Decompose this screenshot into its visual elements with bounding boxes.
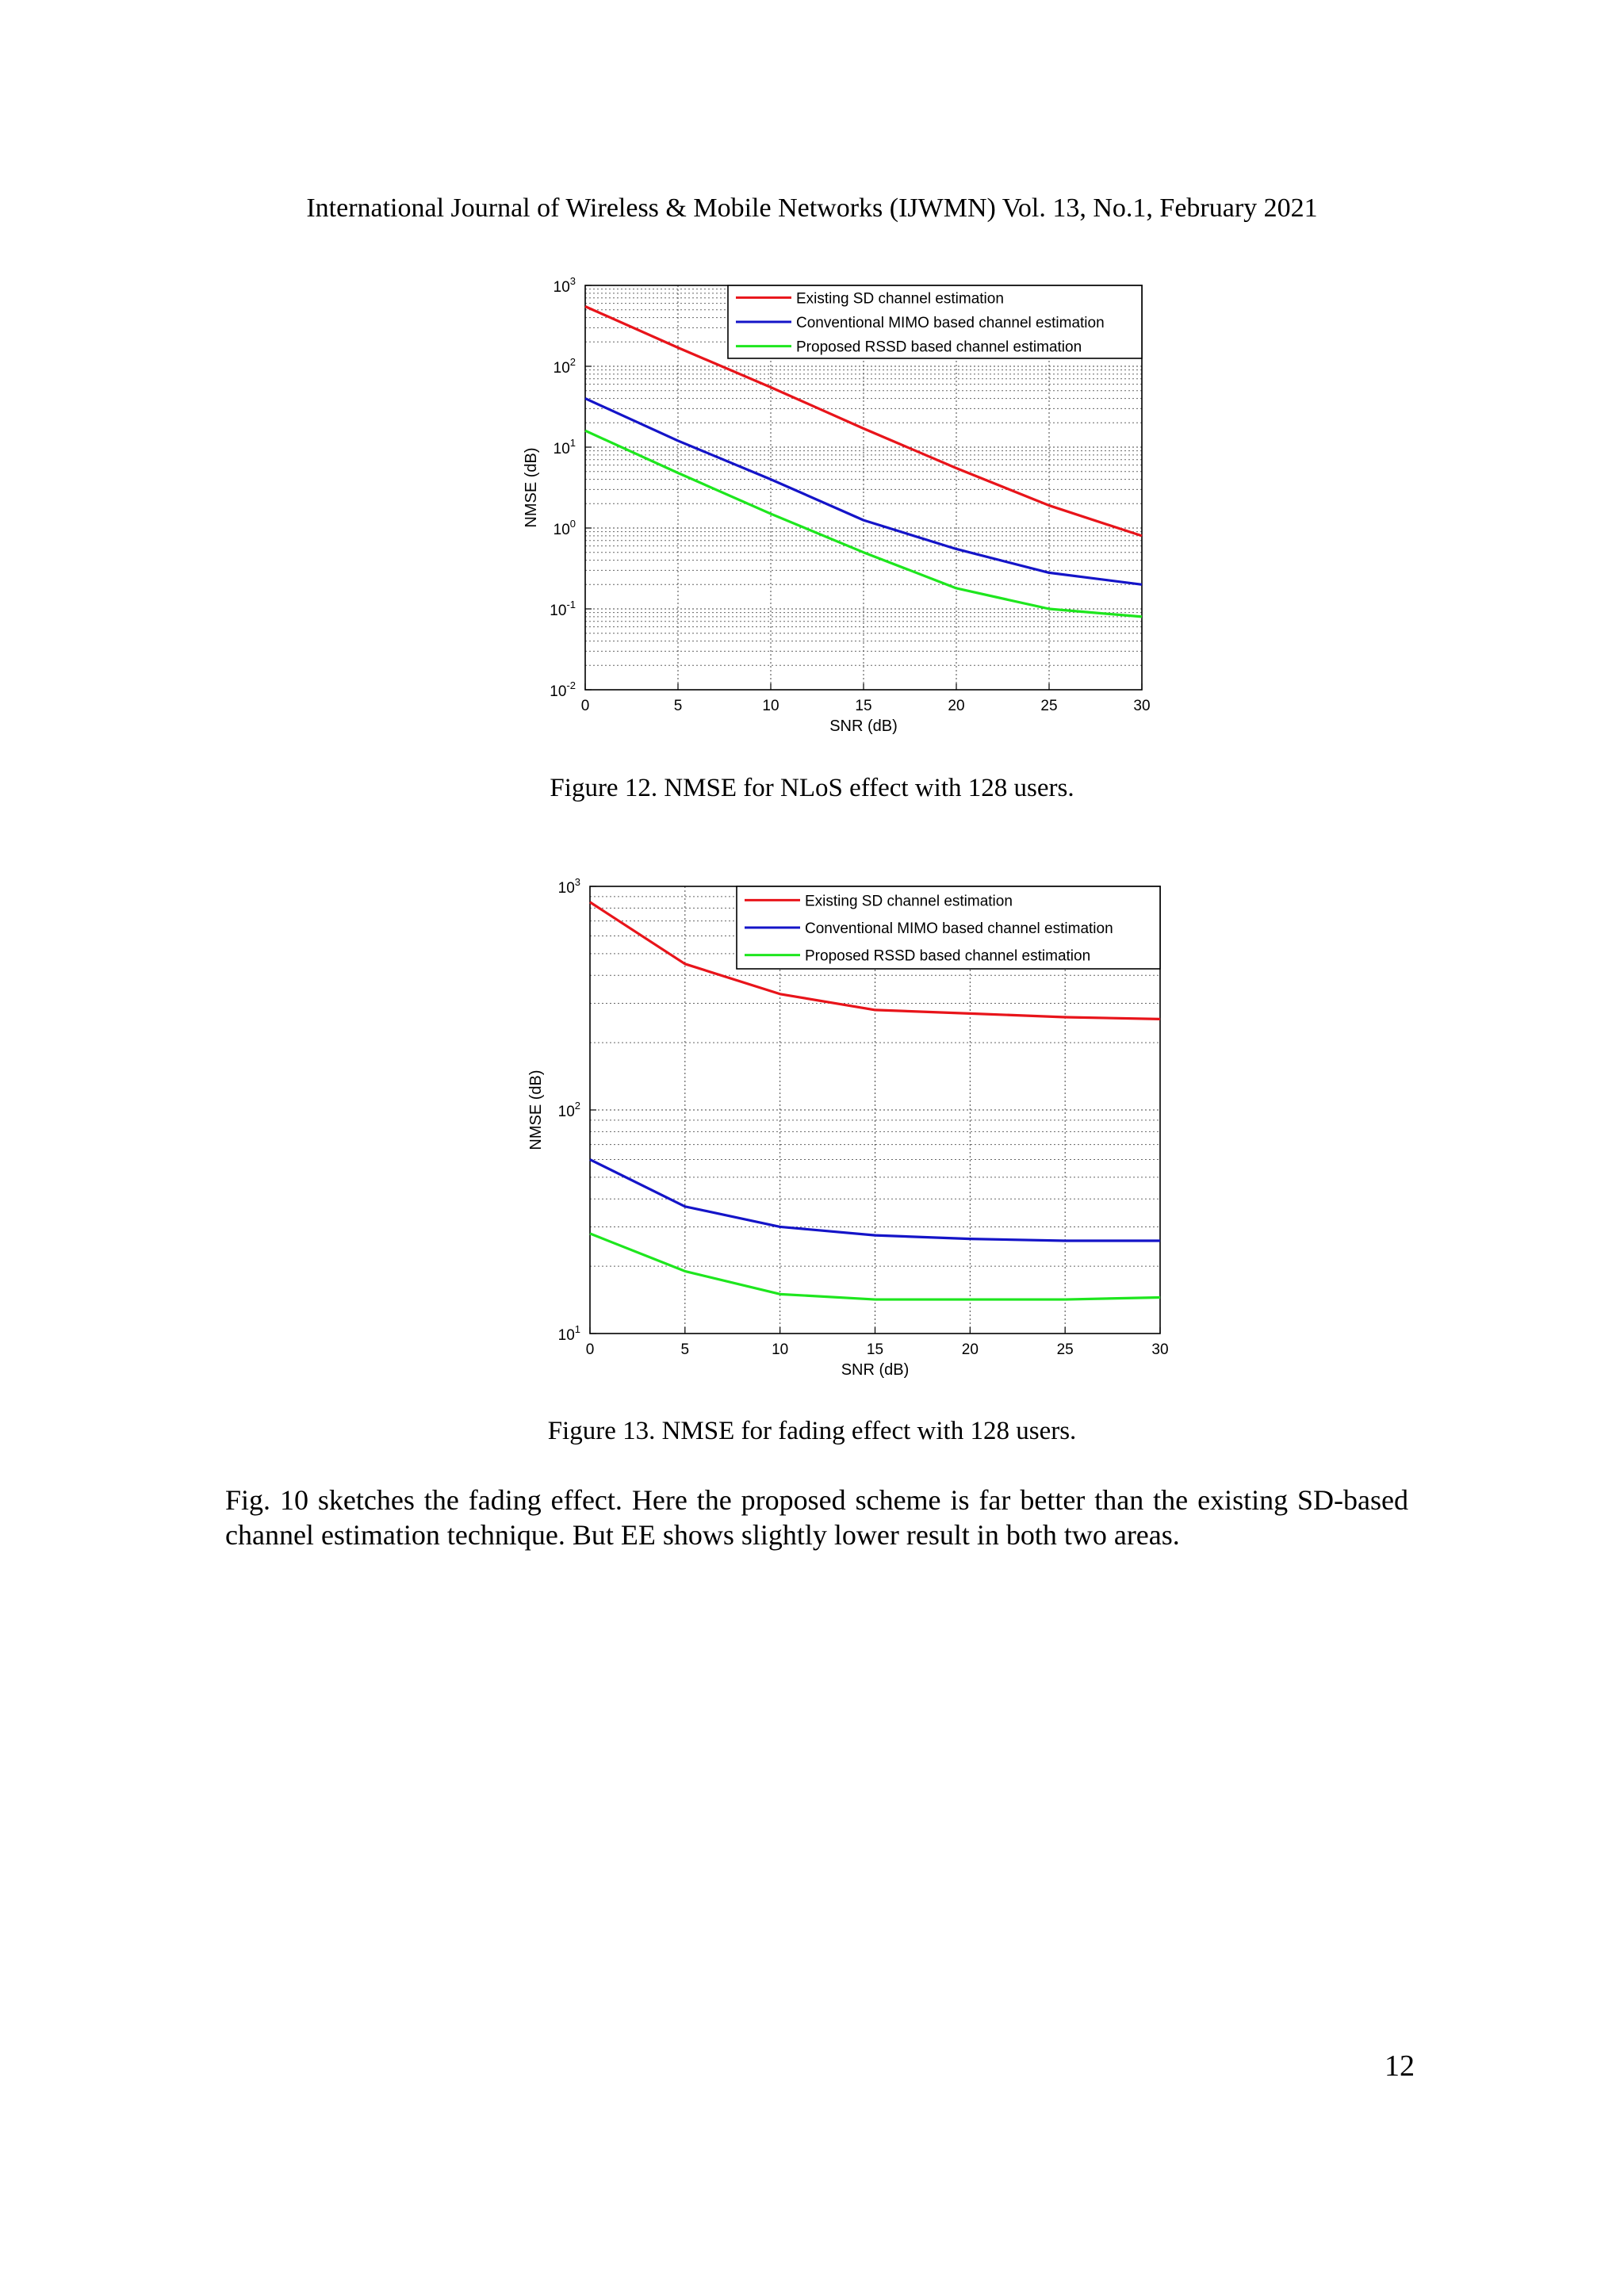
x-tick-label: 0 <box>585 1341 595 1358</box>
legend-label-2: Proposed RSSD based channel estimation <box>805 947 1091 965</box>
x-tick-label: 30 <box>1133 698 1151 714</box>
x-tick-label: 5 <box>680 1341 690 1358</box>
x-tick-label: 15 <box>855 698 872 714</box>
legend-label-0: Existing SD channel estimation <box>796 290 1004 308</box>
y-tick-label: $10^3$ <box>557 876 580 897</box>
x-tick-label: 20 <box>961 1341 979 1358</box>
y-axis-label: NMSE (dB) <box>523 447 540 528</box>
x-tick-label: 25 <box>1040 698 1058 714</box>
y-tick-label: $10^2$ <box>553 356 576 377</box>
x-tick-label: 0 <box>580 698 590 714</box>
figure-13-caption: Figure 13. NMSE for fading effect with 128 users. <box>547 1417 1077 1445</box>
y-axis-label: NMSE (dB) <box>527 1070 545 1150</box>
y-tick-label: $10^2$ <box>557 1100 580 1120</box>
legend-label-0: Existing SD channel estimation <box>805 893 1013 910</box>
page-number: 12 <box>1385 2049 1415 2083</box>
y-tick-label: $10^{-2}$ <box>550 679 576 700</box>
x-tick-label: 25 <box>1056 1341 1074 1358</box>
y-tick-label: $10^1$ <box>553 437 576 457</box>
x-tick-label: 10 <box>772 1341 789 1358</box>
legend-label-1: Conventional MIMO based channel estimation <box>805 920 1113 937</box>
x-tick-label: 20 <box>948 698 965 714</box>
legend-label-2: Proposed RSSD based channel estimation <box>796 339 1082 356</box>
y-tick-label: $10^1$ <box>557 1323 580 1344</box>
x-tick-label: 10 <box>762 698 779 714</box>
chart-1-axes <box>527 876 1169 1379</box>
x-axis-label: SNR (dB) <box>829 718 898 735</box>
x-tick-label: 30 <box>1151 1341 1169 1358</box>
y-tick-label: $10^3$ <box>553 275 576 296</box>
running-header: International Journal of Wireless & Mobile Networks (IJWMN) Vol. 13, No.1, February 2021 <box>306 193 1318 223</box>
figure-12-caption: Figure 12. NMSE for NLoS effect with 128 users. <box>550 774 1074 802</box>
x-tick-label: 15 <box>866 1341 884 1358</box>
legend <box>737 886 1160 969</box>
x-tick-label: 5 <box>673 698 683 714</box>
body-paragraph: Fig. 10 sketches the fading effect. Here the proposed scheme is far better than the existing SD-based channel estimation technique. But EE shows slightly lower result in both two areas. <box>225 1484 1408 1551</box>
x-axis-label: SNR (dB) <box>841 1361 910 1379</box>
y-tick-label: $10^{-1}$ <box>550 599 576 619</box>
legend-label-1: Conventional MIMO based channel estimation <box>796 315 1105 331</box>
y-tick-label: $10^0$ <box>553 518 576 538</box>
